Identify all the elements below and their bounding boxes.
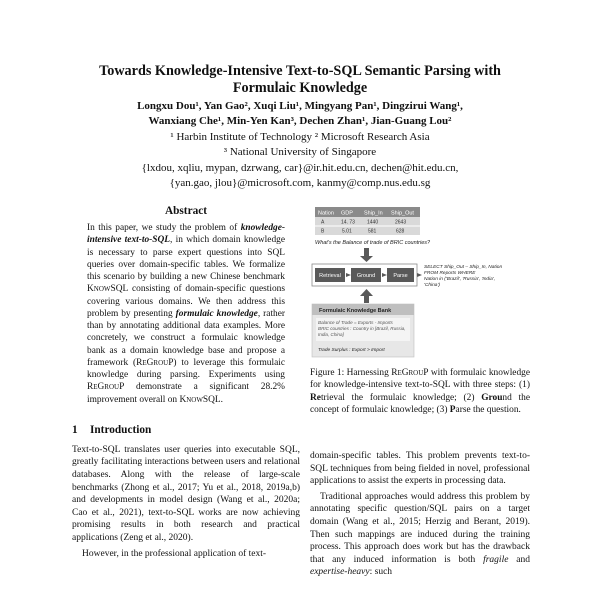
abstract-text-1: In this paper, we study the problem of (87, 223, 241, 233)
caption-bold-3: P (449, 404, 456, 415)
author-block (40, 99, 560, 191)
table-header-ship-out: Ship_Out (391, 210, 414, 217)
figure-question: What's the Balance of trade of BRIC countries? (315, 240, 431, 246)
abstract-smallcaps-2: ReGrouP (136, 357, 174, 368)
email-line-2: {yan.gao, jlou}@microsoft.com, kanmy@comp.nus.edu.sg (169, 177, 431, 190)
step-ground-label: Ground (356, 273, 376, 279)
caption-text-1: Figure 1: Harnessing (310, 368, 392, 378)
knowledge-bank-title: Formulaic Knowledge Bank (319, 308, 392, 314)
arrow-to-sql-icon (417, 273, 422, 277)
abstract-smallcaps-4: KnowSQL (179, 394, 221, 405)
table-cell-a-ship-out: 2643 (395, 219, 407, 226)
abstract-text-2: , in which domain knowledge is necessary to parse expert questions into SQL queries over domain-specific tables. We formalize this scenario by building a new Chinese benchmark (87, 235, 285, 282)
right-paragraph-2-emphasis-2: expertise-heavy (310, 567, 370, 578)
intro-paragraph-1: Text-to-SQL translates user queries into executable SQL, greatly facilitating interactions between users and relational databases. Along with the release of large-scale benchmarks (Zhong et al., 2017; Yu et al., 2018, 2019a,b) and developments in model design (Wang et al., 2020a; Cao et al., 2021), text-to-SQL works are now achieving promising results in both research and practical applications (Zeng et al., 2020). (72, 444, 300, 543)
right-paragraph-2 (310, 491, 530, 579)
affiliation-line-2: ³ National University of Singapore (223, 146, 377, 159)
table-cell-b-gdp: 5.01 (342, 228, 352, 235)
up-arrow-icon (360, 289, 373, 303)
table-cell-a-nation: A (321, 219, 325, 226)
left-column (72, 205, 300, 560)
sql-line-3: Nation in ('Brazil', 'Russia', 'India', (424, 277, 496, 282)
title-line-1: Towards Knowledge-Intensive Text-to-SQL Semantic Parsing with (99, 63, 501, 79)
step-parse-label: Parse (393, 273, 408, 279)
figure-1 (311, 205, 529, 358)
kb-entry-3: India, China] (318, 332, 344, 337)
abstract-text-5: ) to leverage this formulaic knowledge during parsing. Experiments using (87, 357, 285, 380)
caption-text-4: nd the concept of formulaic knowledge; (3) (310, 392, 530, 415)
table-cell-a-gdp: 14. 73 (341, 219, 355, 226)
right-paragraph-2-text-2: and (508, 554, 530, 565)
title-line-2: Formulaic Knowledge (232, 80, 368, 96)
step-retrieval-label: Retrieval (319, 273, 341, 279)
down-arrow-icon (360, 248, 373, 262)
table-header-nation: Nation (318, 210, 334, 217)
sql-line-1: SELECT Ship_Out – Ship_In, Nation (424, 265, 503, 270)
right-paragraph-2-emphasis-1: fragile (483, 554, 509, 565)
intro-heading (72, 424, 300, 436)
kb-entry-1: Balance of Trade = Exports - Imports (318, 320, 393, 325)
authors-line-2: Wanxiang Che¹, Min-Yen Kan³, Dechen Zhan¹, Jian-Guang Lou² (148, 115, 452, 128)
affiliation-line-1: ¹ Harbin Institute of Technology ² Microsoft Research Asia (170, 130, 430, 143)
right-paragraph-1: domain-specific tables. This problem prevents text-to-SQL techniques from being fielded in novel, professional applications to assist the experts in processing data. (310, 451, 530, 487)
kb-entry-2: BRIC countries : Country in [Brazil, Russia, (318, 326, 406, 331)
figure-1-diagram (311, 205, 529, 358)
abstract-heading: Abstract (164, 205, 208, 217)
authors-line-1: Longxu Dou¹, Yan Gao², Xuqi Liu¹, Mingyang Pan¹, Dingzirui Wang¹, (137, 100, 463, 112)
caption-bold-1: Re (310, 392, 321, 403)
caption-text-2: with formulaic knowledge for knowledge-intensive text-to-SQL with three steps: (1) (310, 368, 530, 391)
right-column (310, 450, 530, 579)
abstract-smallcaps-1: KnowSQL (87, 284, 129, 295)
abstract-text-4: , rather than by annotating additional data examples. More concretely, we construct a formulaic knowledge bank as a domain knowledge base and propose a framework ( (87, 308, 286, 368)
email-line-1: {lxdou, xqliu, mypan, dzrwang, car}@ir.hit.edu.cn, dechen@hit.edu.cn, (141, 161, 459, 174)
table-cell-b-ship-out: 628 (396, 228, 405, 235)
abstract-body (87, 222, 285, 406)
table-cell-b-nation: B (321, 228, 325, 235)
abstract-emphasis-1: knowledge-intensive text-to-SQL (87, 223, 285, 246)
right-paragraph-2-text-1: Traditional approaches would address this problem by annotating specific question/SQL pairs on a target domain (Wang et al., 2015; Herzig and Berant, 2019). Then such mappings are induced during the training process. This approach does work but has the drawback that any induced information is both (310, 491, 530, 565)
right-paragraph-2-text-3: : such (369, 567, 393, 578)
caption-text-5: arse the question. (455, 404, 521, 415)
abstract-text-6: demonstrate a significant 28.2% improvement overall on (87, 382, 285, 405)
caption-text-3: trieval the formulaic knowledge; (2) (320, 392, 482, 403)
intro-paragraph-2: However, in the professional application of text- (82, 548, 267, 559)
table-header-ship-in: Ship_In (364, 210, 383, 217)
paper-title (40, 63, 560, 97)
table-cell-a-ship-in: 1440 (367, 219, 379, 226)
abstract-smallcaps-3: ReGrouP (87, 382, 125, 393)
abstract-emphasis-2: formulaic knowledge (175, 308, 258, 319)
abstract-text-3: consisting of domain-specific questions covering various domains. We then address this problem by presenting (87, 284, 285, 319)
sql-line-2: FROM Reports WHERE (424, 271, 476, 276)
figure-caption (310, 367, 530, 416)
kb-footer: Trade Surplus : Export > Import (318, 348, 385, 353)
table-cell-b-ship-in: 581 (368, 228, 377, 235)
caption-bold-2: Grou (481, 392, 503, 403)
intro-section-number: 1 (72, 423, 78, 436)
table-header-gdp: GDP (341, 210, 353, 217)
caption-smallcaps: ReGrouP (391, 368, 429, 378)
abstract-text-7: . (220, 394, 223, 405)
intro-section-title: Introduction (90, 423, 152, 436)
figure-table (315, 207, 420, 235)
sql-line-4: 'China') (424, 283, 440, 288)
